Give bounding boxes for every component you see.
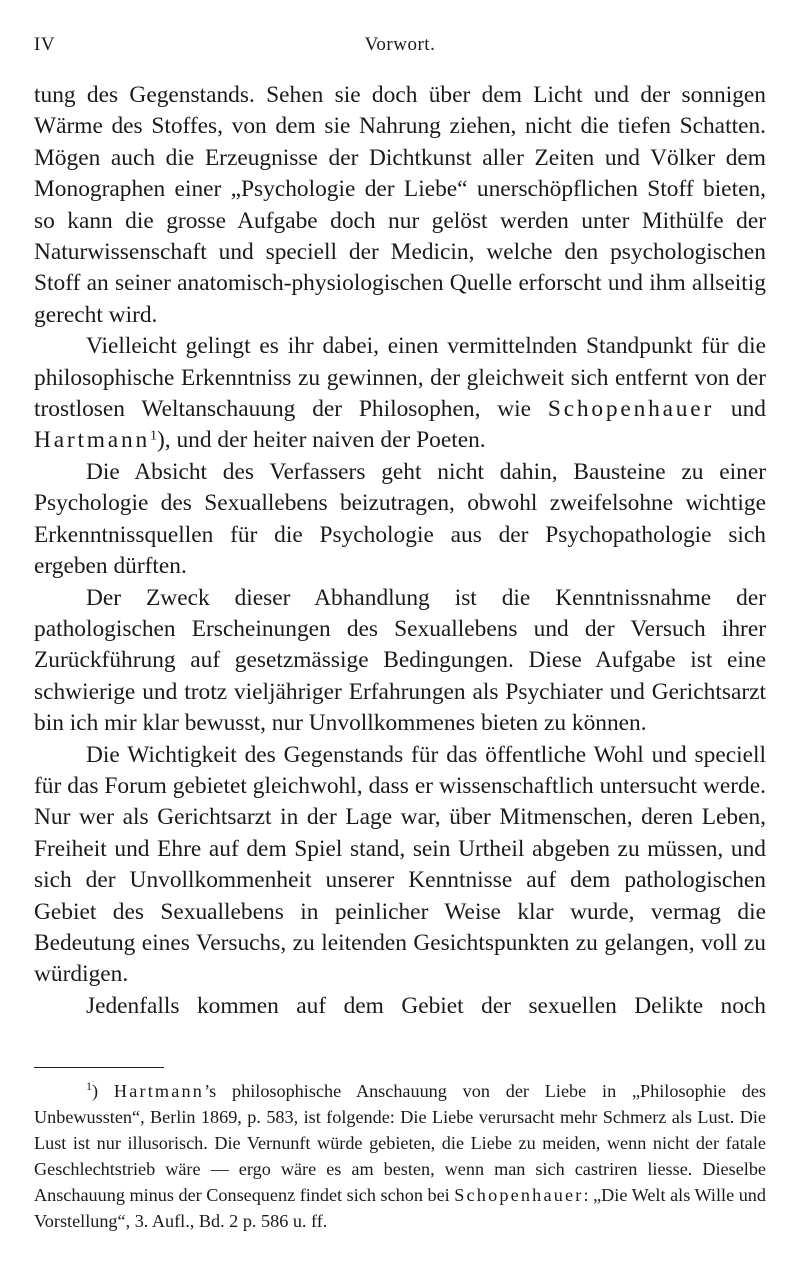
- page-header: [34, 28, 766, 62]
- footnote-marker: 1: [86, 1078, 92, 1093]
- paragraph-2: Vielleicht gelingt es ihr dabei, einen vermittelnden Standpunkt für die philosophische Erkenntniss zu gewinnen, der gleichweit sich entfernt von der trostlosen Weltanschauung der Philosophen, wie Schopenhauer und Hartmann$^1$), und der heiter naiven der Poeten.: [34, 333, 766, 454]
- footnote: [34, 1078, 766, 1234]
- author-name-schopenhauer: Schopenhauer: [547, 396, 715, 423]
- footnote-text: $^1$) Hartmann’s philosophische Anschauung von der Liebe in „Philosophie des Unbewussten“, Berlin 1869, p. 583, ist folgende: Die Liebe verursacht mehr Schmerz als Lust. Die Lust ist nur illusorisch. Die Vernunft würde gebieten, die Liebe zu meiden, wenn nicht der fatale Geschlechtstrieb wäre — ergo wäre es am besten, wenn man sich castriren liesse. Dieselbe Anschauung minus der Consequenz findet sich schon bei Schopenhauer: „Die Welt als Wille und Vorstellung“, 3. Aufl., Bd. 2 p. 586 u. ff.: [34, 1078, 766, 1231]
- paragraph-3: Die Absicht des Verfassers geht nicht dahin, Bausteine zu einer Psychologie des Sexuallebens beizutragen, obwohl zweifelsohne wichtige Erkenntnissquellen für die Psychologie aus der Psychopathologie sich ergeben dürften.: [34, 458, 766, 580]
- footnote-reference[interactable]: 1: [150, 428, 157, 444]
- paragraph-6: Jedenfalls kommen auf dem Gebiet der sexuellen Delikte noch: [86, 992, 766, 1019]
- page-number: IV: [34, 34, 56, 55]
- footnote-author-hartmann: Hartmann: [113, 1081, 205, 1101]
- body-text: [34, 80, 766, 1022]
- footnote-author-schopenhauer: Schopenhauer: [454, 1185, 584, 1205]
- paragraph-1: tung des Gegenstands. Sehen sie doch über dem Licht und der sonnigen Wärme des Stoffes, von dem sie Nahrung ziehen, nicht die tiefen Schatten. Mögen auch die Erzeugnisse der Dichtkunst aller Zeiten und Völker dem Monographen einer „Psychologie der Liebe“ unerschöpflichen Stoff bieten, so kann die grosse Aufgabe doch nur gelöst werden unter Mithülfe der Naturwissenschaft und speciell der Medicin, welche den psychologischen Stoff an seiner anatomisch-physiologischen Quelle erforscht und ihm allseitig gerecht wird.: [34, 82, 766, 328]
- paragraph-4: Der Zweck dieser Abhandlung ist die Kenntnissnahme der pathologischen Erscheinungen des Sexuallebens und der Versuch ihrer Zurückführung auf gesetzmässige Bedingungen. Diese Aufgabe ist eine schwierige und trotz vieljähriger Erfahrungen als Psychiater und Gerichtsarzt bin ich mir klar bewusst, nur Unvollkommenes bieten zu können.: [34, 584, 766, 737]
- footnote-divider: [34, 1067, 164, 1068]
- paragraph-5: Die Wichtigkeit des Gegenstands für das öffentliche Wohl und speciell für das Forum gebietet gleichwohl, dass er wissenschaftlich untersucht werde. Nur wer als Gerichtsarzt in der Lage war, über Mitmenschen, deren Leben, Freiheit und Ehre auf dem Spiel stand, sein Urtheil abgeben zu müssen, und sich der Unvollkommenheit unserer Kenntnisse auf dem pathologischen Gebiet des Sexuallebens in peinlicher Weise klar wurde, vermag die Bedeutung eines Versuchs, zu leitenden Gesichtspunkten zu gelangen, voll zu würdigen.: [34, 741, 766, 988]
- running-title: Vorwort.: [364, 34, 436, 55]
- author-name-hartmann: Hartmann: [34, 427, 150, 454]
